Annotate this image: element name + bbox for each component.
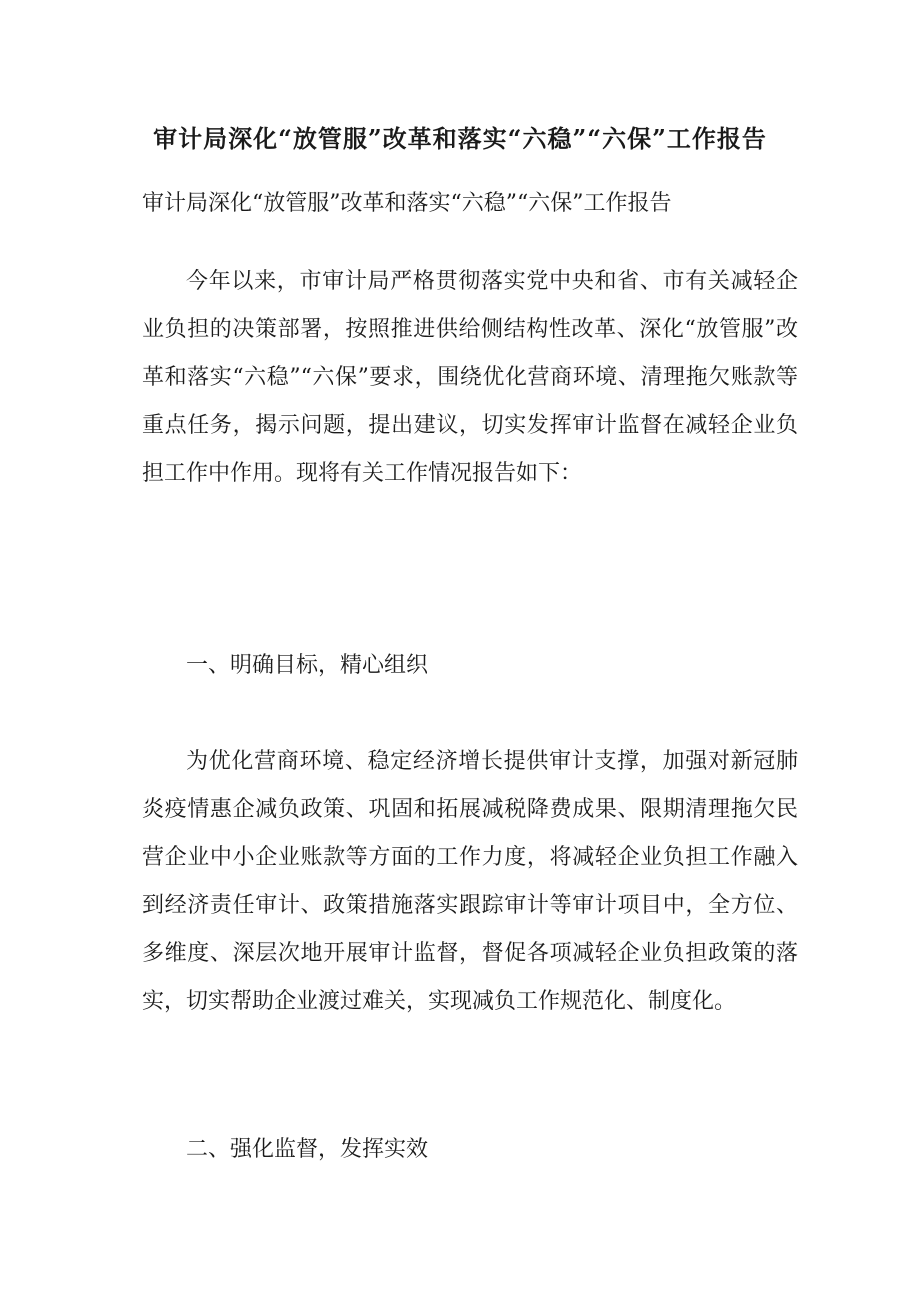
section-1-paragraph: 为优化营商环境、稳定经济增长提供审计支撑，加强对新冠肺炎疫情惠企减负政策、巩固和拓展减税降费成果、限期清理拖欠民营企业中小企业账款等方面的工作力度，将减轻企业负担工作融入到经济责任审计、政策措施落实跟踪审计等审计项目中，全方位、多维度、深层次地开展审计监督，督促各项减轻企业负担政策的落实，切实帮助企业渡过难关，实现减负工作规范化、制度化。: [142, 749, 798, 1014]
intro-paragraph: 今年以来，市审计局严格贯彻落实党中央和省、市有关减轻企业负担的决策部署，按照推进供给侧结构性改革、深化“放管服”改革和落实“六稳”“六保”要求，围绕优化营商环境、清理拖欠账款等重点任务，揭示问题，提出建议，切实发挥审计监督在减轻企业负担工作中作用。现将有关工作情况报告如下：: [142, 269, 798, 486]
document-subtitle: 审计局深化“放管服”改革和落实“六稳”“六保”工作报告: [142, 191, 672, 216]
document-title: 审计局深化“放管服”改革和落实“六稳”“六保”工作报告: [153, 124, 767, 153]
section-2-heading: 二、强化监督，发挥实效: [186, 1137, 429, 1162]
section-1-heading: 一、明确目标，精心组织: [186, 653, 429, 678]
